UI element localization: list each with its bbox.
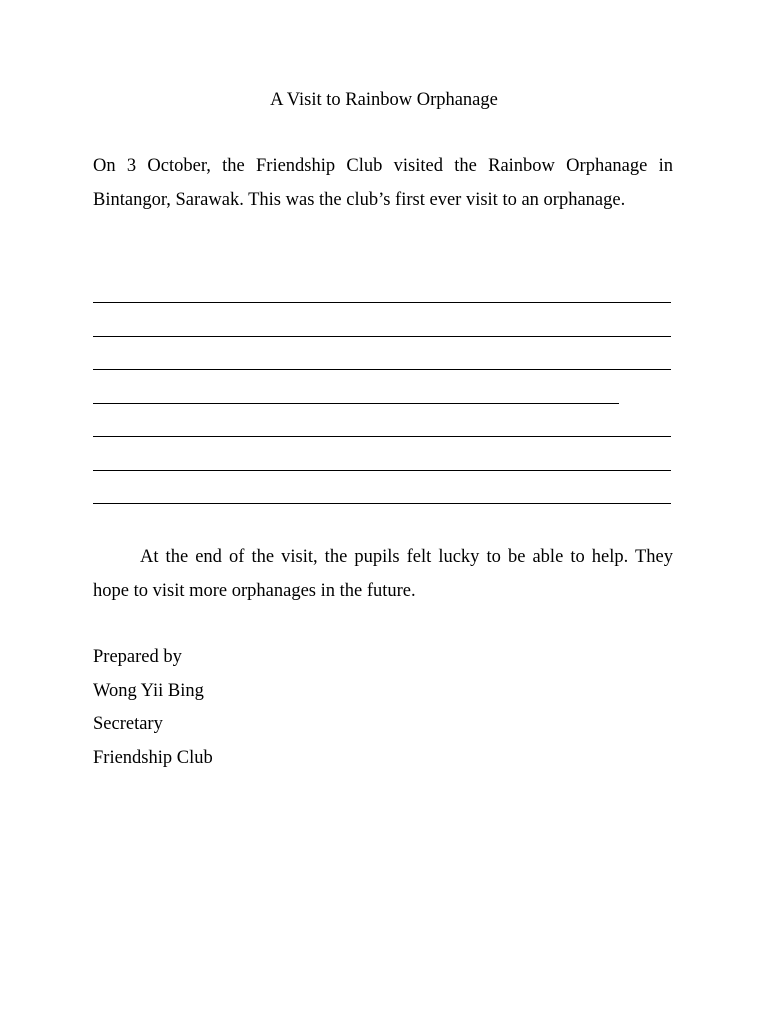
blank-writing-line [93, 369, 671, 370]
signatory-organisation: Friendship Club [93, 747, 213, 768]
blank-writing-line [93, 302, 671, 303]
signature-block [93, 641, 213, 775]
signatory-name: Wong Yii Bing [93, 680, 204, 701]
intro-paragraph: On 3 October, the Friendship Club visited the Rainbow Orphanage in Bintangor, Sarawak. This was the club’s first ever visit to an orphanage. [93, 156, 673, 210]
blank-writing-line [93, 436, 671, 437]
blank-writing-line [93, 503, 671, 504]
blank-writing-line [93, 470, 671, 471]
signatory-position: Secretary [93, 714, 163, 734]
blank-writing-line [93, 336, 671, 337]
report-title: A Visit to Rainbow Orphanage [270, 90, 498, 110]
closing-paragraph: At the end of the visit, the pupils felt lucky to be able to help. They hope to visit more orphanages in the future. [93, 547, 673, 601]
prepared-by-label: Prepared by [93, 647, 182, 667]
blank-writing-line [93, 403, 619, 404]
